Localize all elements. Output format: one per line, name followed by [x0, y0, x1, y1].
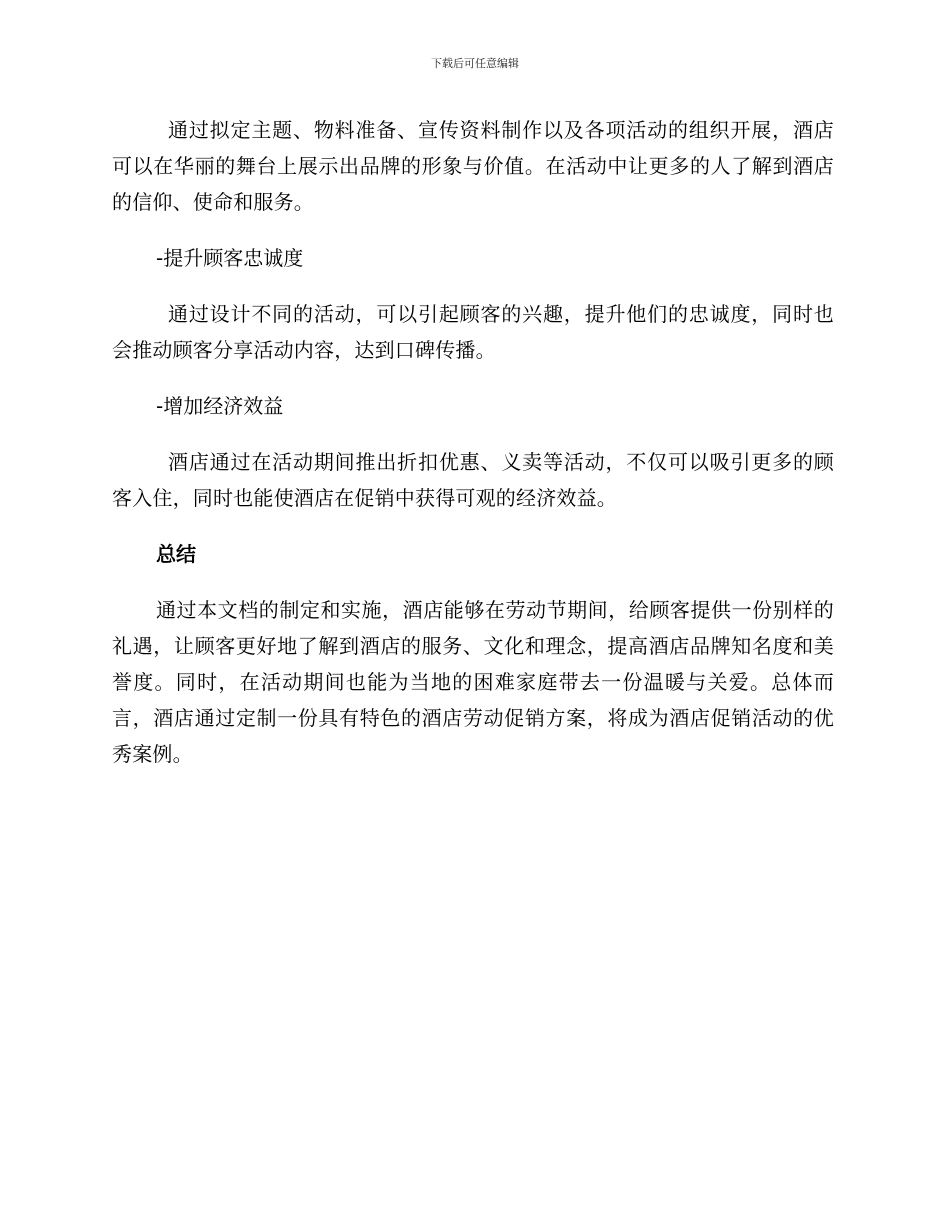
- paragraph-summary: 通过本文档的制定和实施，酒店能够在劳动节期间，给顾客提供一份别样的礼遇，让顾客更好地了解到酒店的服务、文化和理念，提高酒店品牌知名度和美誉度。同时，在活动期间也能为当地的困难家庭带去一份温暖与关爱。总体而言，酒店通过定制一份具有特色的酒店劳动促销方案，将成为酒店促销活动的优秀案例。: [112, 598, 834, 766]
- paragraph-customer-loyalty: 通过设计不同的活动，可以引起顾客的兴趣，提升他们的忠诚度，同时也会推动顾客分享活动内容，达到口碑传播。: [112, 302, 834, 362]
- subheading-customer-loyalty: -提升顾客忠诚度: [156, 246, 304, 270]
- paragraph-economic-benefit: 酒店通过在活动期间推出折扣优惠、义卖等活动，不仅可以吸引更多的顾客入住，同时也能使酒店在促销中获得可观的经济效益。: [112, 450, 834, 510]
- section-heading-summary: 总结: [156, 542, 196, 566]
- page-header: 下载后可任意编辑: [431, 57, 519, 70]
- document-body: [112, 112, 834, 772]
- paragraph-brand-image: 通过拟定主题、物料准备、宣传资料制作以及各项活动的组织开展，酒店可以在华丽的舞台上展示出品牌的形象与价值。在活动中让更多的人了解到酒店的信仰、使命和服务。: [112, 118, 834, 214]
- subheading-economic-benefit: -增加经济效益: [156, 394, 284, 418]
